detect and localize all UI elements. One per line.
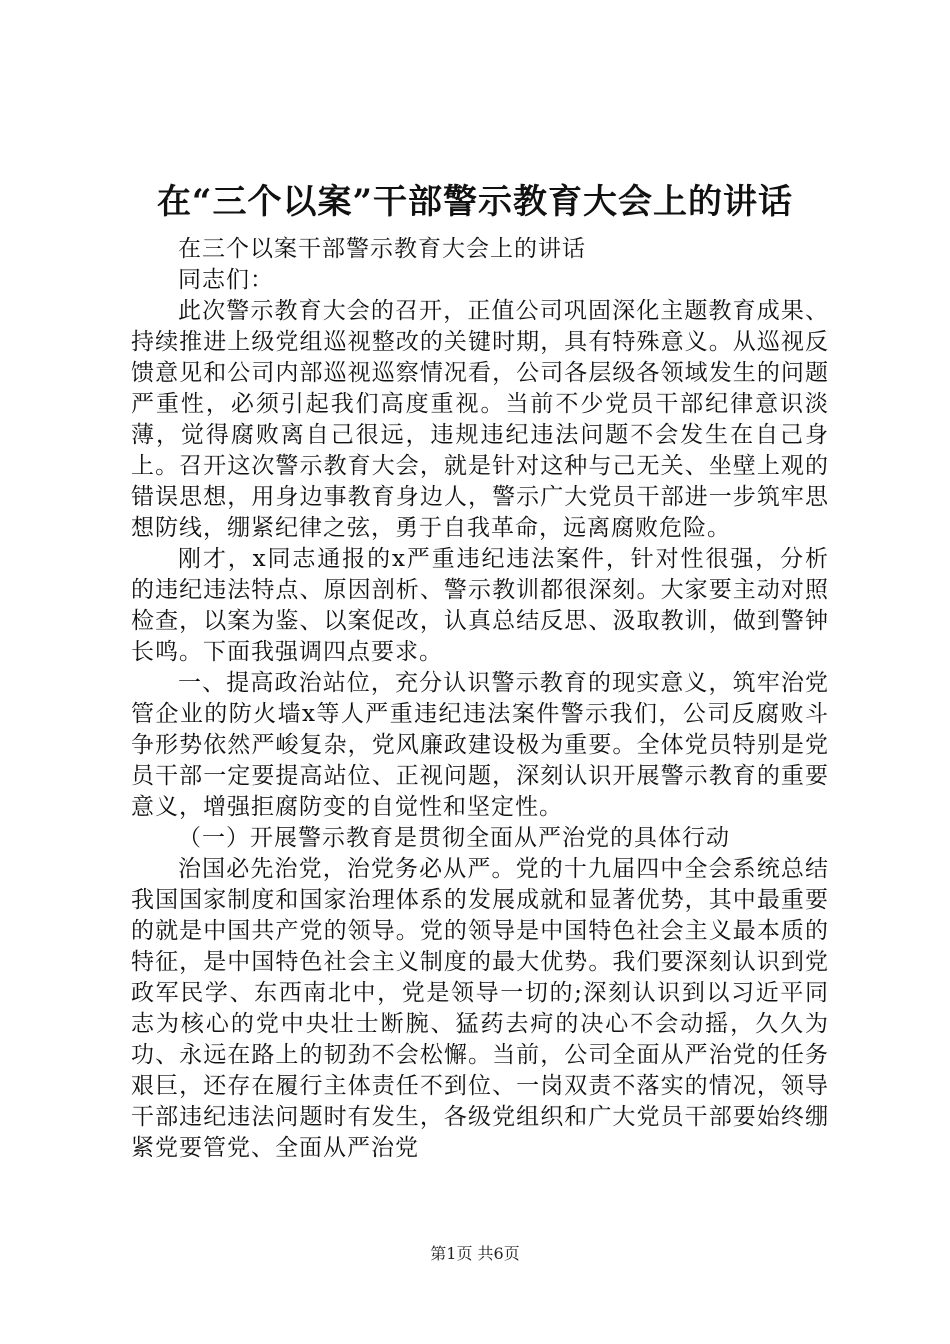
subtitle-paragraph: 在三个以案干部警示教育大会上的讲话 [178, 236, 586, 262]
page-footer: 第1页 共6页 [430, 1244, 520, 1263]
document-body [131, 234, 829, 1164]
body-paragraph: 治国必先治党，治党务必从严。党的十九届四中全会系统总结我国国家制度和国家治理体系的发展成就和显著优势，其中最重要的就是中国共产党的领导。党的领导是中国特色社会主义最本质的特征，是中国特色社会主义制度的最大优势。我们要深刻认识到党政军民学、东西南北中，党是领导一切的;深刻认识到以习近平同志为核心的党中央壮士断腕、猛药去疴的决心不会动摇，久久为功、永远在路上的韧劲不会松懈。当前，公司全面从严治党的任务艰巨，还存在履行主体责任不到位、一岗双责不落实的情况，领导干部违纪违法问题时有发生，各级党组织和广大党员干部要始终绷紧党要管党、全面从严治党 [131, 856, 829, 1161]
document-title: 在“三个以案”干部警示教育大会上的讲话 [156, 182, 794, 222]
body-paragraph: 此次警示教育大会的召开，正值公司巩固深化主题教育成果、持续推进上级党组巡视整改的关键时期，具有特殊意义。从巡视反馈意见和公司内部巡视巡察情况看，公司各层级各领域发生的问题严重性，必须引起我们高度重视。当前不少党员干部纪律意识淡薄，觉得腐败离自己很远，违规违纪违法问题不会发生在自己身上。召开这次警示教育大会，就是针对这种与己无关、坐壁上观的错误思想，用身边事教育身边人，警示广大党员干部进一步筑牢思想防线，绷紧纪律之弦，勇于自我革命，远离腐败危险。 [131, 298, 829, 541]
salutation-paragraph: 同志们： [178, 267, 274, 293]
section-paragraph: 一、提高政治站位，充分认识警示教育的现实意义，筑牢治党管企业的防火墙x等人严重违纪违法案件警示我们，公司反腐败斗争形势依然严峻复杂，党风廉政建设极为重要。全体党员特别是党员干部一定要提高站位、正视问题，深刻认识开展警示教育的重要意义，增强拒腐防变的自觉性和坚定性。 [131, 670, 829, 820]
body-paragraph: 刚才，x同志通报的x严重违纪违法案件，针对性很强，分析的违纪违法特点、原因剖析、警示教训都很深刻。大家要主动对照检查，以案为鉴、以案促改，认真总结反思、汲取教训，做到警钟长鸣。下面我强调四点要求。 [131, 546, 829, 665]
subsection-heading: （一）开展警示教育是贯彻全面从严治党的具体行动 [178, 825, 730, 851]
